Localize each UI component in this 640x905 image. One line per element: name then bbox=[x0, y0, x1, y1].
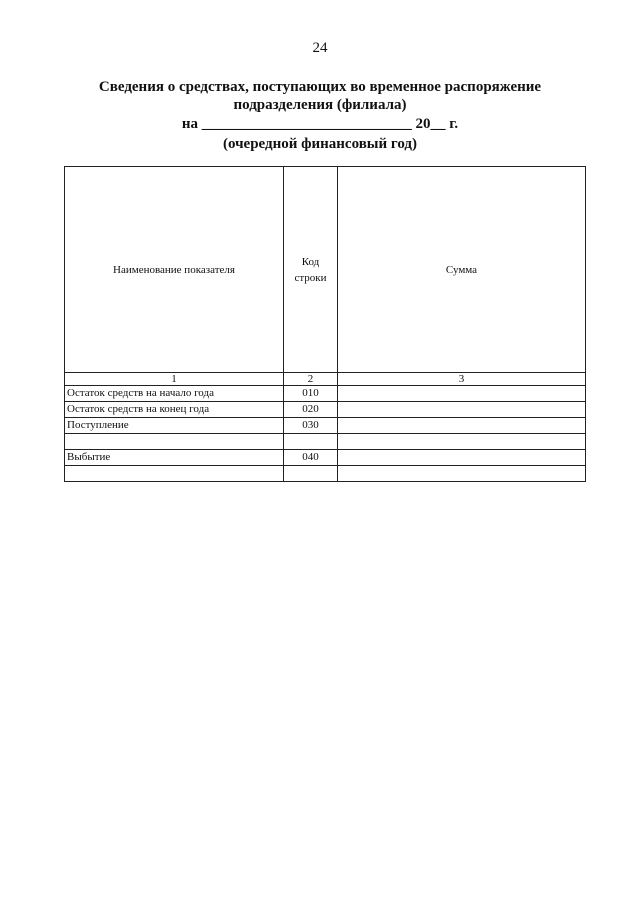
row-sum[interactable] bbox=[338, 402, 586, 418]
title-line-1: Сведения о средствах, поступающих во временное распоряжение bbox=[98, 79, 542, 95]
column-number-row bbox=[65, 373, 586, 386]
row-code bbox=[284, 466, 338, 482]
table-row bbox=[65, 418, 586, 434]
row-sum[interactable] bbox=[338, 466, 586, 482]
column-number-3: 3 bbox=[338, 373, 586, 386]
table-row bbox=[65, 402, 586, 418]
row-code: 010 bbox=[284, 386, 338, 402]
row-code: 040 bbox=[284, 450, 338, 466]
row-code: 030 bbox=[284, 418, 338, 434]
header-indicator-name: Наименование показателя bbox=[65, 167, 284, 373]
header-row bbox=[65, 167, 586, 373]
row-code: 020 bbox=[284, 402, 338, 418]
table-row bbox=[65, 450, 586, 466]
title-line-2: подразделения (филиала) bbox=[233, 97, 407, 113]
table-row bbox=[65, 386, 586, 402]
row-name: Выбытие bbox=[65, 450, 284, 466]
document-title bbox=[0, 78, 640, 114]
table-row bbox=[65, 466, 586, 482]
report-table bbox=[64, 166, 586, 482]
header-sum: Сумма bbox=[338, 167, 586, 373]
column-number-2: 2 bbox=[284, 373, 338, 386]
row-name: Остаток средств на начало года bbox=[65, 386, 284, 402]
row-code bbox=[284, 434, 338, 450]
page-number: 24 bbox=[312, 40, 328, 56]
date-line: на ____________________________ 20__ г. bbox=[181, 116, 459, 132]
column-number-1: 1 bbox=[65, 373, 284, 386]
row-sum[interactable] bbox=[338, 450, 586, 466]
table-row bbox=[65, 434, 586, 450]
row-sum[interactable] bbox=[338, 386, 586, 402]
row-name bbox=[65, 466, 284, 482]
row-sum[interactable] bbox=[338, 434, 586, 450]
row-name: Остаток средств на конец года bbox=[65, 402, 284, 418]
row-name bbox=[65, 434, 284, 450]
header-row-code: Код строки bbox=[284, 167, 338, 373]
subtitle: (очередной финансовый год) bbox=[222, 136, 418, 152]
row-name: Поступление bbox=[65, 418, 284, 434]
row-sum[interactable] bbox=[338, 418, 586, 434]
